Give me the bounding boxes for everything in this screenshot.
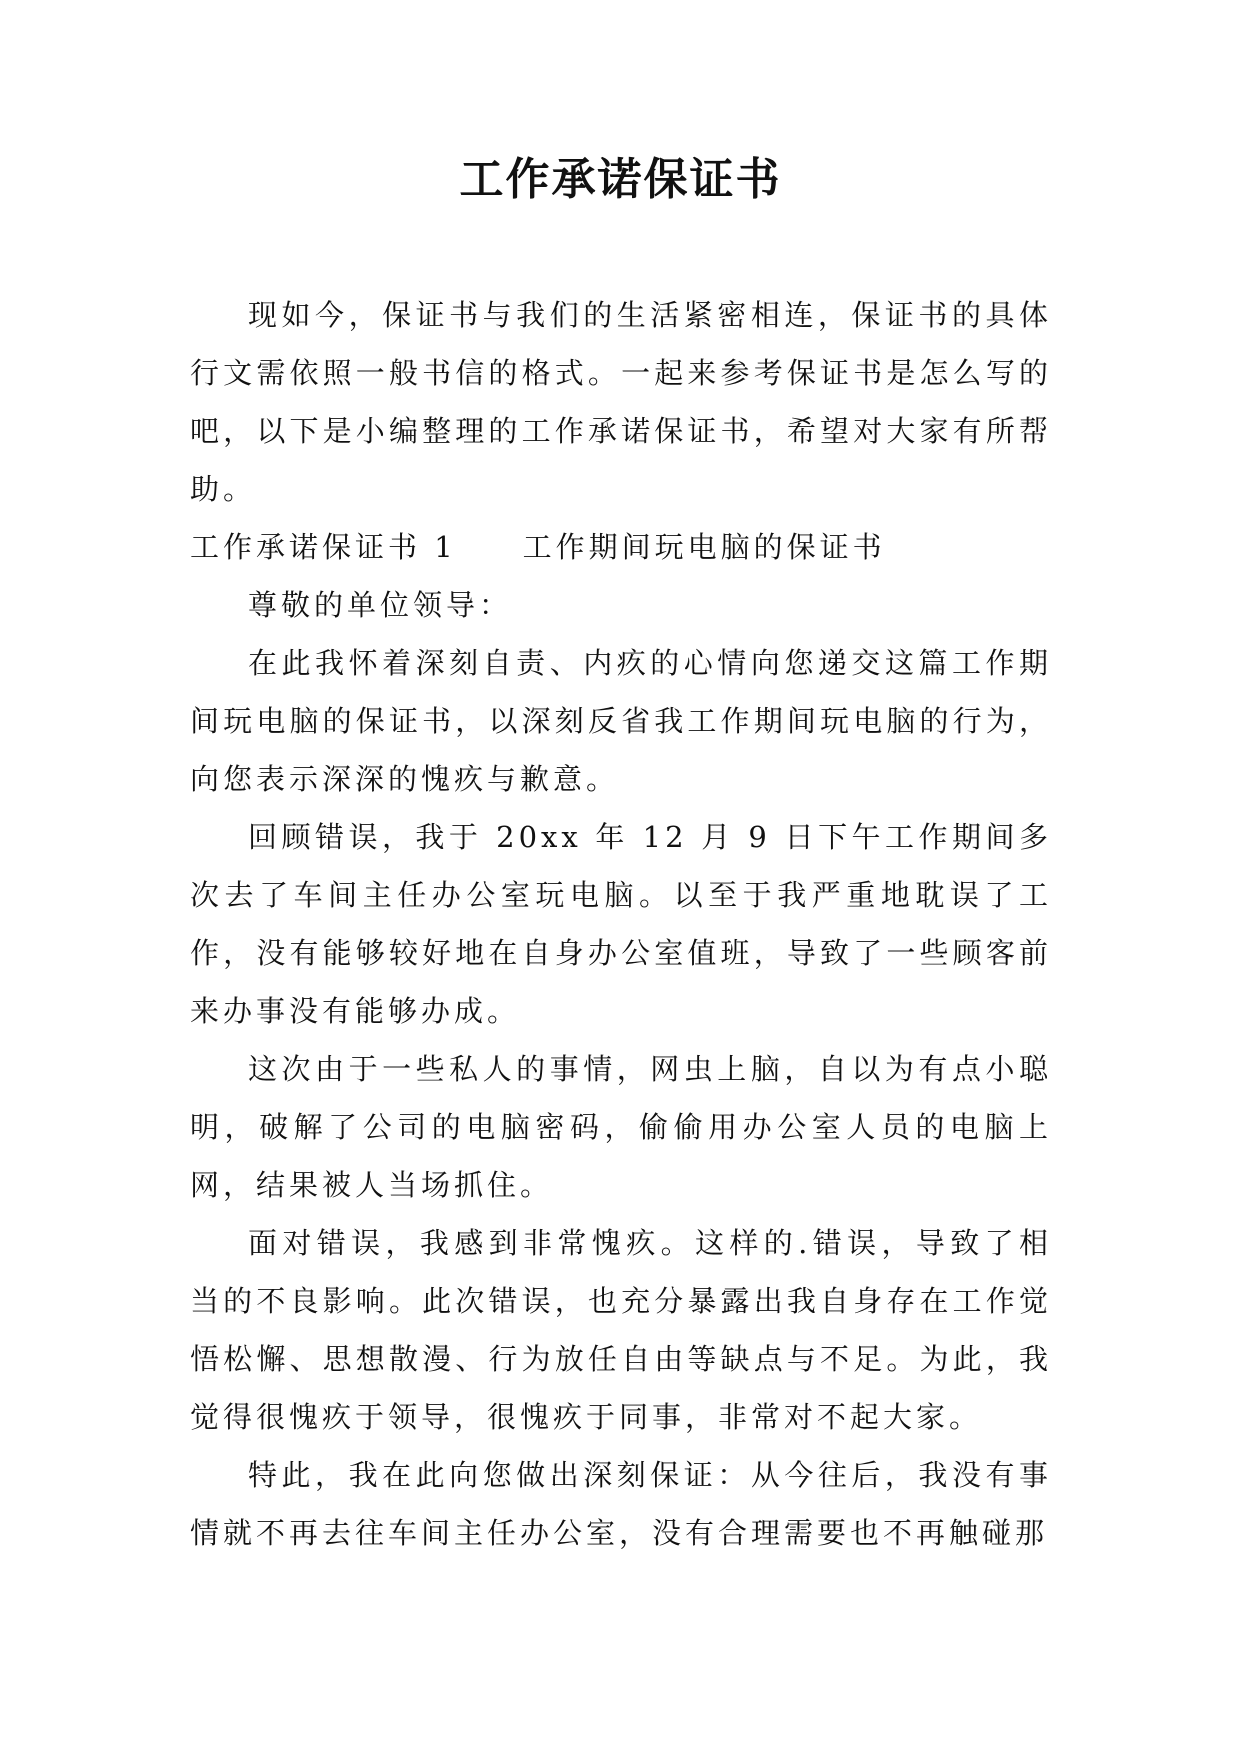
body-paragraph-4: 面对错误，我感到非常愧疚。这样的.错误，导致了相当的不良影响。此次错误，也充分暴露出我自身存在工作觉悟松懈、思想散漫、行为放任自由等缺点与不足。为此，我觉得很愧疚于领导，很愧疚于同事，非常对不起大家。 [190,1226,1052,1434]
intro-paragraph: 现如今，保证书与我们的生活紧密相连，保证书的具体行文需依照一般书信的格式。一起来参考保证书是怎么写的吧，以下是小编整理的工作承诺保证书，希望对大家有所帮助。 [190,298,1052,506]
body-paragraph-3: 这次由于一些私人的事情，网虫上脑，自以为有点小聪明，破解了公司的电脑密码，偷偷用办公室人员的电脑上网，结果被人当场抓住。 [190,1052,1052,1202]
body-paragraph-5: 特此，我在此向您做出深刻保证：从今往后，我没有事情就不再去往车间主任办公室，没有合理需要也不再触碰那 [190,1458,1052,1550]
section-heading [190,518,1052,576]
document-body [190,286,1052,1562]
body-paragraph-2: 回顾错误，我于 20xx 年 12 月 9 日下午工作期间多次去了车间主任办公室玩电脑。以至于我严重地耽误了工作，没有能够较好地在自身办公室值班，导致了一些顾客前来办事没有能够办成。 [190,820,1052,1028]
body-paragraph-1: 在此我怀着深刻自责、内疚的心情向您递交这篇工作期间玩电脑的保证书，以深刻反省我工作期间玩电脑的行为，向您表示深深的愧疚与歉意。 [190,646,1052,796]
salutation: 尊敬的单位领导： [248,588,513,622]
section-label: 工作承诺保证书 1 [190,530,457,564]
section-title: 工作期间玩电脑的保证书 [522,530,886,564]
document-title: 工作承诺保证书 [459,154,782,205]
